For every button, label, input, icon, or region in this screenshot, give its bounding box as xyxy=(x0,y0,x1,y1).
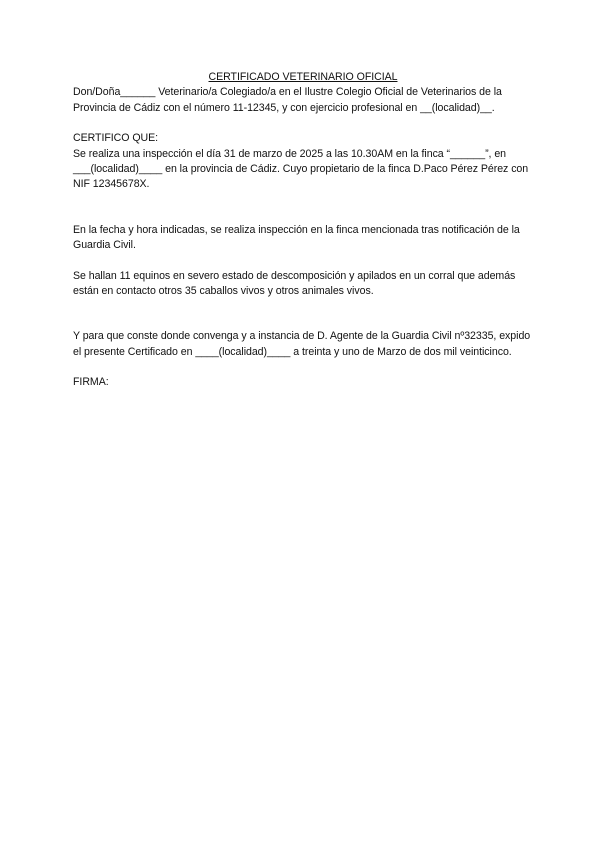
spacer xyxy=(73,299,533,329)
closing-paragraph: Y para que conste donde convenga y a instancia de D. Agente de la Guardia Civil nº32335, expido el presente Certificado en ____(localidad)____ a treinta y uno de Marzo de dos mil veinticinco. xyxy=(73,330,531,358)
spacer xyxy=(73,254,533,269)
spacer xyxy=(73,360,533,375)
firma-label: FIRMA: xyxy=(73,376,109,389)
inspection-paragraph: Se realiza una inspección el día 31 de marzo de 2025 a las 10.30AM en la finca “______”, en ___(localidad)____ en la provincia de Cádiz. Cuyo propietario de la finca D.Paco Pérez Pérez con NIF 12345678X. xyxy=(73,147,529,191)
equinos-paragraph: Se hallan 11 equinos en severo estado de descomposición y apilados en un corral que además están en contacto otros 35 caballos vivos y otros animales vivos. xyxy=(73,269,516,298)
document-body xyxy=(73,70,533,391)
fecha-paragraph: En la fecha y hora indicadas, se realiza inspección en la finca mencionada tras notificación de la Guardia Civil. xyxy=(73,223,520,252)
intro-paragraph: Don/Doña______ Veterinario/a Colegiado/a en el Ilustre Colegio Oficial de Veterinarios de la Provincia de Cádiz con el número 11-12345, y con ejercicio profesional en __(localidad)__. xyxy=(73,86,502,114)
certifico-heading: CERTIFICO QUE: xyxy=(73,132,159,145)
spacer xyxy=(73,116,533,131)
document-title: CERTIFICADO VETERINARIO OFICIAL xyxy=(208,71,398,83)
spacer xyxy=(73,193,533,223)
